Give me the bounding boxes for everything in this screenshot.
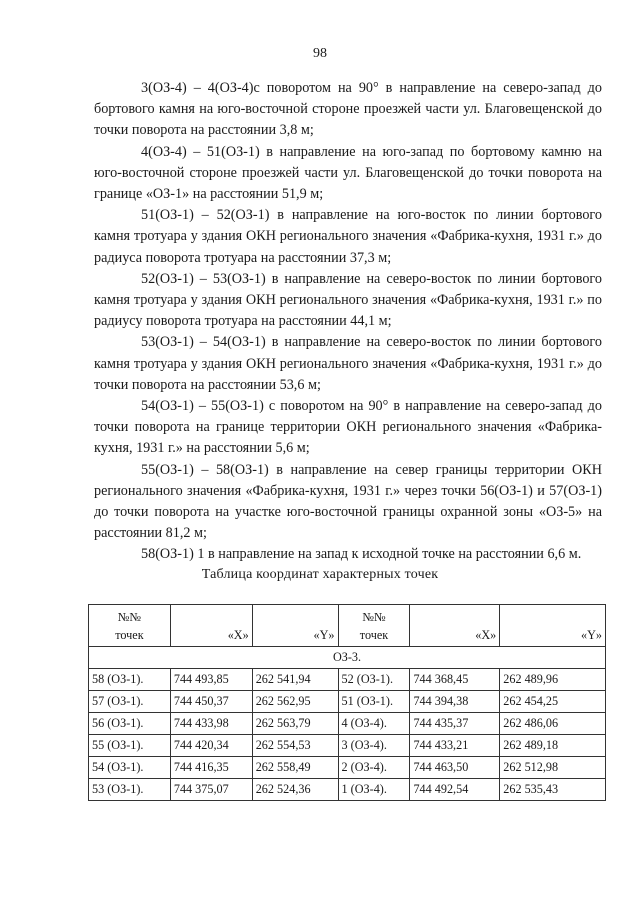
- point-id: 1 (ОЗ-4).: [338, 779, 410, 801]
- point-id: 53 (ОЗ-1).: [89, 779, 171, 801]
- table-row: [89, 713, 606, 735]
- y-value: 262 524,36: [252, 779, 338, 801]
- table-row: [89, 669, 606, 691]
- header-points-label: точек: [359, 628, 389, 642]
- table-row: [89, 757, 606, 779]
- page-number: 98: [313, 46, 327, 61]
- x-value: 744 368,45: [410, 669, 500, 691]
- table-row: [89, 779, 606, 801]
- table-header-row: [89, 605, 606, 647]
- point-id: 3 (ОЗ-4).: [338, 735, 410, 757]
- point-id: 55 (ОЗ-1).: [89, 735, 171, 757]
- header-x: «X»: [170, 605, 252, 647]
- x-value: 744 416,35: [170, 757, 252, 779]
- table-group-row: [89, 647, 606, 669]
- header-no-symbol: №№: [117, 610, 142, 624]
- table-row: [89, 691, 606, 713]
- paragraph: 55(ОЗ-1) – 58(ОЗ-1) в направление на север границы территории ОКН регионального значения «Фабрика-кухня, 1931 г.» через точки 56(ОЗ-1) и 57(ОЗ-1) до точки поворота на участке юго-восточной границы охранной зоны «ОЗ-5» на расстоянии 81,2 м;: [94, 461, 602, 542]
- header-no-symbol: №№: [362, 610, 386, 624]
- group-label: ОЗ-3.: [89, 647, 606, 669]
- x-value: 744 433,98: [170, 713, 252, 735]
- point-id: 56 (ОЗ-1).: [89, 713, 171, 735]
- header-x: «X»: [410, 605, 500, 647]
- x-value: 744 492,54: [410, 779, 500, 801]
- paragraph: 54(ОЗ-1) – 55(ОЗ-1) с поворотом на 90° в направление на северо-запад до точки поворота на границе территории ОКН регионального значения «Фабрика-кухня, 1931 г.» на расстоянии 5,6 м;: [94, 398, 602, 457]
- point-id: 57 (ОЗ-1).: [89, 691, 171, 713]
- point-id: 2 (ОЗ-4).: [338, 757, 410, 779]
- y-value: 262 535,43: [500, 779, 606, 801]
- y-value: 262 454,25: [500, 691, 606, 713]
- y-value: 262 558,49: [252, 757, 338, 779]
- y-value: 262 563,79: [252, 713, 338, 735]
- point-id: 54 (ОЗ-1).: [89, 757, 171, 779]
- paragraph: 51(ОЗ-1) – 52(ОЗ-1) в направление на юго-восток по линии бортового камня тротуара у здания ОКН регионального значения «Фабрика-кухня, 1931 г.» до радиуса поворота тротуара на расстоянии 37,3 м;: [94, 207, 602, 266]
- paragraph: 53(ОЗ-1) – 54(ОЗ-1) в направление на северо-восток по линии бортового камня тротуара у здания ОКН регионального значения «Фабрика-кухня, 1931 г.» до точки поворота на расстоянии 53,6 м;: [94, 334, 602, 393]
- y-value: 262 489,18: [500, 735, 606, 757]
- x-value: 744 394,38: [410, 691, 500, 713]
- x-value: 744 375,07: [170, 779, 252, 801]
- paragraph: 3(ОЗ-4) – 4(ОЗ-4)с поворотом на 90° в направление на северо-запад до бортового камня на юго-восточной стороне проезжей части ул. Благовещенской до точки поворота на расстоянии 3,8 м;: [94, 80, 602, 139]
- point-id: 4 (ОЗ-4).: [338, 713, 410, 735]
- y-value: 262 512,98: [500, 757, 606, 779]
- point-id: 52 (ОЗ-1).: [338, 669, 410, 691]
- paragraph: 4(ОЗ-4) – 51(ОЗ-1) в направление на юго-запад по бортовому камню на юго-восточной стороне проезжей части ул. Благовещенской до точки поворота на границе «ОЗ-1» на расстоянии 51,9 м;: [94, 143, 602, 203]
- x-value: 744 463,50: [410, 757, 500, 779]
- header-point-number: [338, 605, 410, 647]
- y-value: 262 554,53: [252, 735, 338, 757]
- document-body: [94, 78, 602, 566]
- x-value: 744 420,34: [170, 735, 252, 757]
- y-value: 262 562,95: [252, 691, 338, 713]
- paragraph: 52(ОЗ-1) – 53(ОЗ-1) в направление на северо-восток по линии бортового камня тротуара у здания ОКН регионального значения «Фабрика-кухня, 1931 г.» по радиусу поворота тротуара на расстоянии 44,1 м;: [94, 270, 602, 330]
- y-value: 262 489,96: [500, 669, 606, 691]
- header-points-label: точек: [115, 628, 144, 642]
- paragraph: 58(ОЗ-1) 1 в направление на запад к исходной точке на расстоянии 6,6 м.: [141, 546, 582, 563]
- y-value: 262 541,94: [252, 669, 338, 691]
- point-id: 58 (ОЗ-1).: [89, 669, 171, 691]
- x-value: 744 450,37: [170, 691, 252, 713]
- x-value: 744 435,37: [410, 713, 500, 735]
- y-value: 262 486,06: [500, 713, 606, 735]
- header-y: «Y»: [252, 605, 338, 647]
- coordinates-table: [88, 604, 606, 801]
- table-row: [89, 735, 606, 757]
- point-id: 51 (ОЗ-1).: [338, 691, 410, 713]
- table-title: Таблица координат характерных точек: [201, 567, 439, 582]
- x-value: 744 493,85: [170, 669, 252, 691]
- x-value: 744 433,21: [410, 735, 500, 757]
- header-point-number: [89, 605, 171, 647]
- header-y: «Y»: [500, 605, 606, 647]
